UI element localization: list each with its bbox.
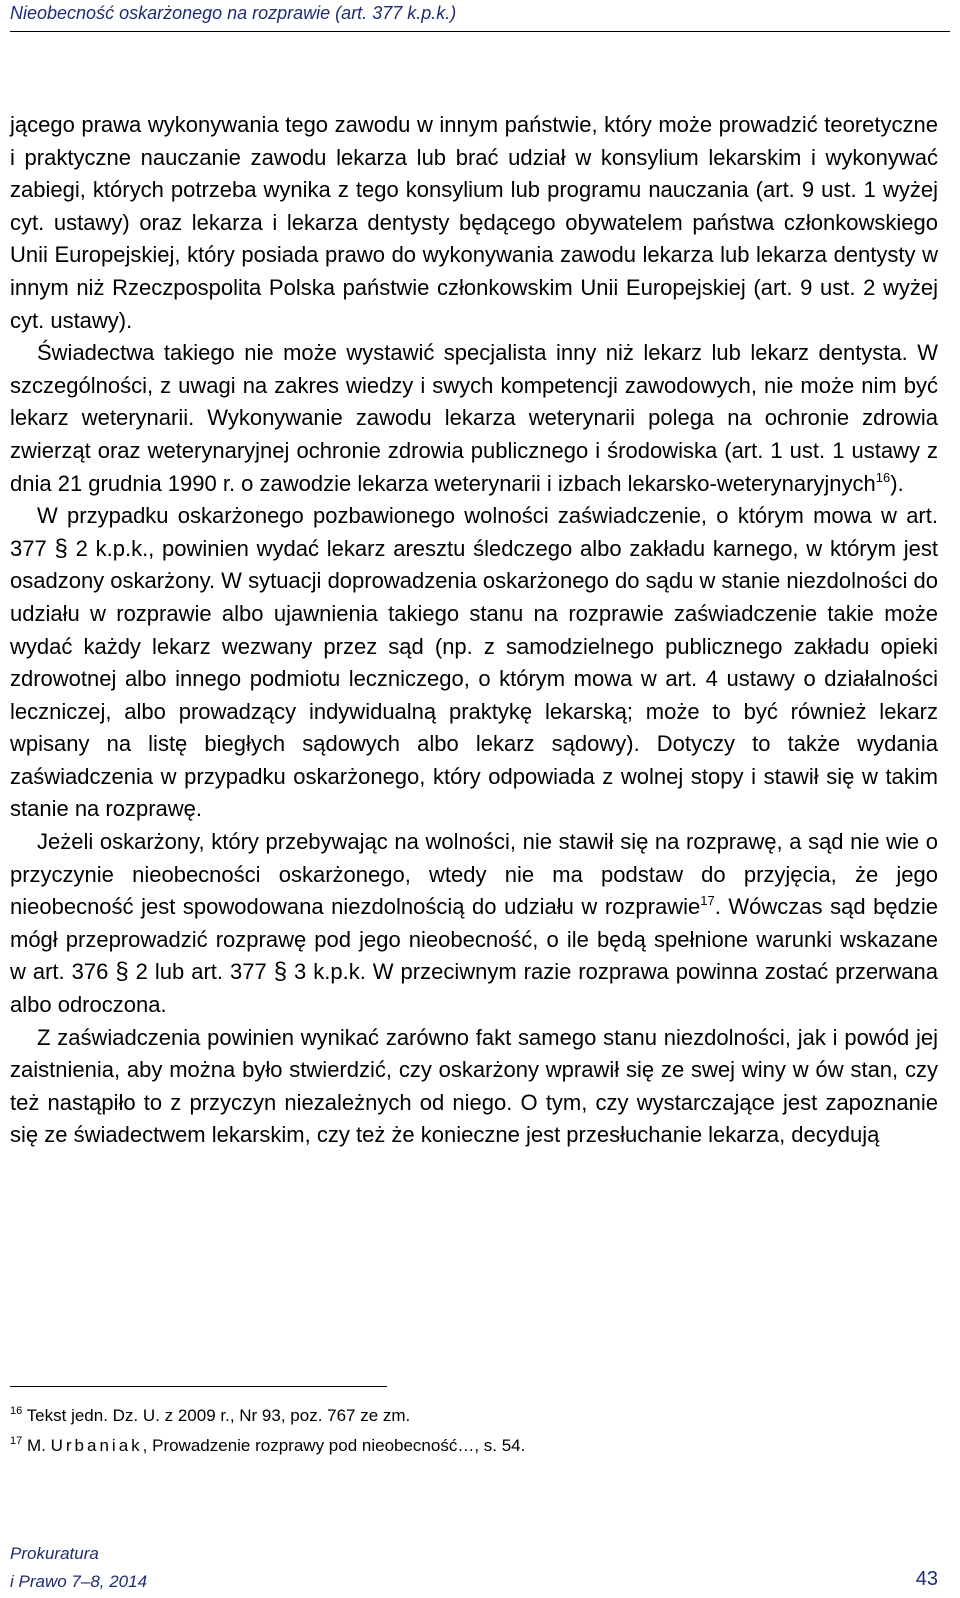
- paragraph-3: [10, 500, 938, 826]
- running-header: [10, 0, 950, 32]
- paragraph-1-text: jącego prawa wykonywania tego zawodu w innym państwie, który może prowadzić teoretyczne i praktyczne nauczanie zawodu lekarza lub brać udział w konsylium lekarskim i wykonywać zabiegi, których potrzeba wynika z tego konsylium lub programu nauczania (art. 9 ust. 1 wyżej cyt. ustawy) oraz lekarza i lekarza dentysty będącego obywatelem państwa członkowskiego Unii Europejskiej, który posiada prawo do wykonywania zawodu lekarza lub lekarza dentysty w innym niż Rzeczpospolita Polska państwie członkowskim Unii Europejskiej (art. 9 ust. 2 wyżej cyt. ustawy).: [10, 112, 938, 333]
- footnote-text: Tekst jedn. Dz. U. z 2009 r., Nr 93, poz. 767 ze zm.: [26, 1406, 411, 1425]
- journal-title: Prokuratura: [10, 1544, 99, 1563]
- footnote-16: [10, 1401, 910, 1431]
- page-number: 43: [915, 1568, 938, 1590]
- paragraph-1: [10, 109, 938, 337]
- footnotes: [10, 1401, 910, 1461]
- paragraph-3-text: W przypadku oskarżonego pozbawionego wolności zaświadczenie, o którym mowa w art. 377: [10, 503, 938, 561]
- paragraph-4-text: Jeżeli oskarżony, który przebywając na wolności, nie stawił się na rozprawę, a sąd nie wie o przyczynie nieobecności oskarżonego, wtedy nie ma podstaw do przyjęcia, że jego nieobecność jest spowodowana niezdolnością do udziału w rozprawie: [10, 829, 938, 920]
- running-header-title: Nieobecność oskarżonego na rozprawie (art. 377 k.p.k.): [10, 3, 457, 23]
- footnote-ref-16[interactable]: 16: [875, 469, 891, 485]
- section-sign: §: [115, 958, 129, 986]
- paragraph-4-mid2: 2 lub art. 377: [135, 959, 267, 985]
- footnote-number: 16: [10, 1405, 23, 1417]
- journal-issue: i Prawo 7–8, 2014: [10, 1572, 148, 1591]
- section-sign: §: [54, 534, 68, 562]
- footnote-number: 17: [10, 1435, 23, 1447]
- footnote-separator: [10, 1386, 387, 1387]
- paragraph-2-text: Świadectwa takiego nie może wystawić specjalista inny niż lekarz lub lekarz dentysta. W szczególności, z uwagi na zakres wiedzy i swych kompetencji zawodowych, nie może nim być lekarz weterynarii. Wykonywanie zawodu lekarza weterynarii polega na ochronie zdrowia zwierząt oraz weterynaryjnej ochronie zdrowia publicznego i środowiska (art. 1 ust. 1 ustawy z dnia 21 grudnia 1990 r. o zawodzie lekarza weterynarii i izbach lekarsko-weterynaryjnych: [10, 340, 938, 496]
- paragraph-5: [10, 1022, 938, 1152]
- paragraph-4: [10, 826, 938, 1022]
- paragraph-5-text: Z zaświadczenia powinien wynikać zarówno fakt samego stanu niezdolności, jak i powód jej zaistnienia, aby można było stwierdzić, czy oskarżony wprawił się ze swej winy w ów stan, czy też nastąpiło to z przyczyn niezależnych od niego. O tym, czy wystarczające jest zapoznanie się ze świadectwem lekarskim, czy też że konieczne jest przesłuchanie lekarza, decydują: [10, 1024, 938, 1148]
- paragraph-2: [10, 337, 938, 500]
- footnote-ref-17[interactable]: 17: [700, 893, 715, 909]
- paragraph-3-rest: 2 k.p.k., powinien wydać lekarz aresztu śledczego albo zakładu karnego, w którym jest osadzony oskarżony. W sytuacji doprowadzenia oskarżonego do sądu w stanie niezdolności do udziału w rozprawie albo ujawnienia takiego stanu na rozprawie zaświadczenie takie może wydać każdy lekarz wezwany przez sąd (np. z samodzielnego publicznego zakładu opieki zdrowotnej albo innego podmiotu leczniczego, o którym mowa w art. 4 ustawy o działalności leczniczej, albo prowadzący indywidualną praktykę lekarską; może to być również lekarz wpisany na listę biegłych sądowych albo lekarz sądowy). Dotyczy to także wydania zaświadczenia w przypadku oskarżonego, który odpowiada z wolnej stopy i stawił się w takim stanie na rozprawę.: [10, 535, 938, 822]
- paragraph-4-mid: . Wówczas sąd będzie mógł przeprowadzić rozprawę pod jego nieobecność, o ile będą spełnione warunki wskazane w art. 376: [10, 894, 938, 985]
- journal-name: [10, 1540, 147, 1596]
- paragraph-4-end: 3 k.p.k. W przeciwnym razie rozprawa powinna zostać przerwana albo odroczona.: [10, 959, 938, 1018]
- paragraph-2-tail: ).: [890, 470, 904, 496]
- section-sign: §: [273, 958, 288, 986]
- main-text: [10, 109, 938, 1152]
- footnote-author: Urbaniak: [50, 1436, 143, 1455]
- footnote-prefix: M.: [26, 1436, 46, 1455]
- footnote-17: [10, 1431, 910, 1461]
- footnote-text: , Prowadzenie rozprawy pod nieobecność…, s. 54.: [142, 1436, 526, 1455]
